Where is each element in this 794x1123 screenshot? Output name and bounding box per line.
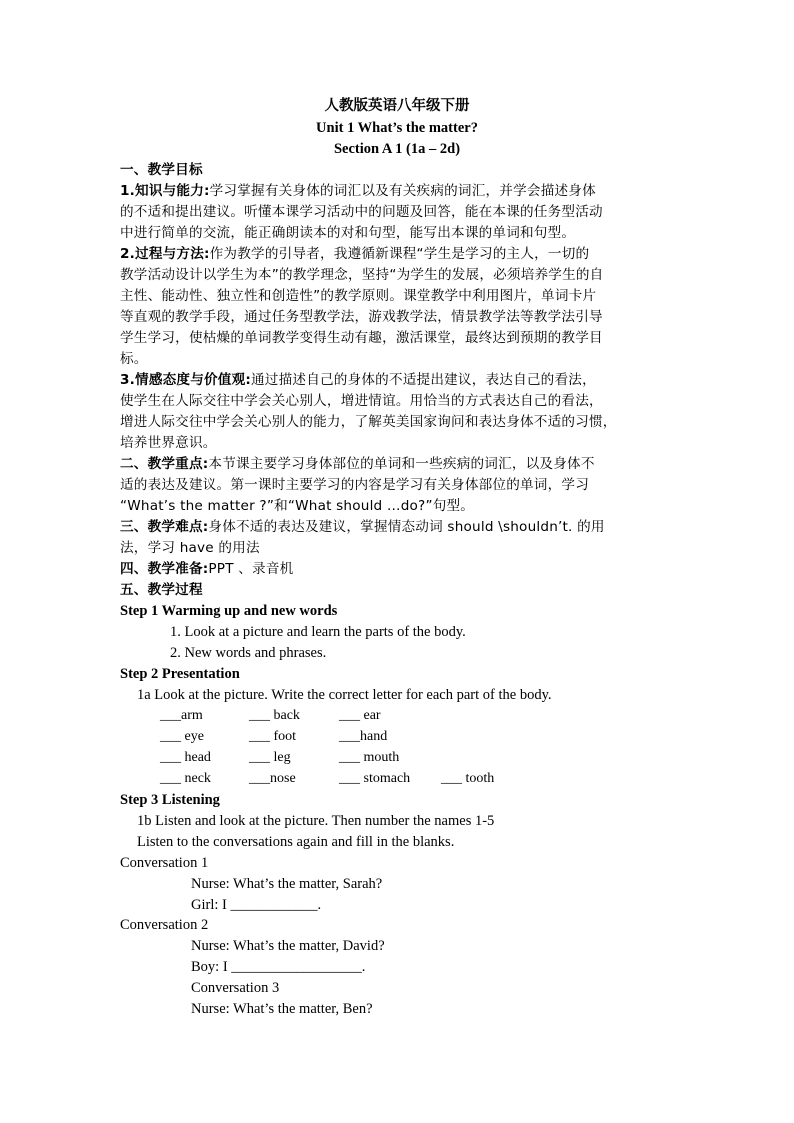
difficulties-line-2: 法，学习 have 的用法 bbox=[120, 540, 260, 556]
conversation-2-nurse: Nurse: What’s the matter, David? bbox=[191, 938, 385, 954]
vocab-head: ___ head bbox=[160, 750, 211, 765]
vocab-tooth: ___ tooth bbox=[441, 771, 495, 786]
conversation-2-reply: Boy: I __________________. bbox=[191, 959, 366, 975]
goals-p2-line-2: 教学活动设计以学生为本”的教学理念，坚持“为学生的发展，必须培养学生的自 bbox=[120, 267, 604, 283]
goals-p3-line-4: 培养世界意识。 bbox=[120, 435, 217, 451]
goals-p2-line-6: 标。 bbox=[120, 351, 148, 367]
conversation-2-label: Conversation 2 bbox=[120, 917, 209, 933]
prep-label: 四、教学准备: bbox=[120, 561, 209, 577]
conversation-3-label: Conversation 3 bbox=[191, 980, 280, 996]
vocab-back: ___ back bbox=[249, 708, 300, 723]
vocab-neck: ___ neck bbox=[160, 771, 211, 786]
step1-item-2: 2. New words and phrases. bbox=[170, 645, 327, 661]
goals-p2-line-3: 主性、能动性、独立性和创造性”的教学原则。课堂教学中利用图片，单词卡片 bbox=[120, 288, 597, 304]
vocab-nose: ___nose bbox=[249, 771, 296, 786]
step3-title: Step 3 Listening bbox=[120, 792, 220, 808]
conversation-3-nurse: Nurse: What’s the matter, Ben? bbox=[191, 1001, 373, 1017]
goals-p2-label: 2.过程与方法: bbox=[120, 246, 210, 262]
key-points-line-2: 适的表达及建议。第一课时主要学习的内容是学习有关身体部位的单词，学习 bbox=[120, 477, 589, 493]
difficulties-line-1: 三、教学难点:身体不适的表达及建议，掌握情态动词 should \shouldn’t. 的用 bbox=[120, 519, 605, 535]
goals-p1-line-1: 1.知识与能力:学习掌握有关身体的词汇以及有关疾病的词汇，并学会描述身体 bbox=[120, 183, 596, 199]
goals-p2-line-1: 2.过程与方法:作为教学的引导者，我遵循新课程“学生是学习的主人，一切的 bbox=[120, 246, 590, 262]
doc-title: 人教版英语八年级下册 bbox=[324, 98, 470, 114]
goals-p3-label: 3.情感态度与价值观: bbox=[120, 372, 252, 388]
conversation-1-nurse: Nurse: What’s the matter, Sarah? bbox=[191, 876, 383, 892]
goals-p1-label: 1.知识与能力: bbox=[120, 183, 210, 199]
vocab-arm: ___arm bbox=[160, 708, 203, 723]
key-points-line-3: “What’s the matter ?”和“What should …do?”句型。 bbox=[120, 498, 475, 514]
vocab-hand: ___hand bbox=[339, 729, 388, 744]
goals-heading: 一、教学目标 bbox=[120, 162, 203, 178]
vocab-foot: ___ foot bbox=[249, 729, 297, 744]
step1-item-1: 1. Look at a picture and learn the parts of the body. bbox=[170, 624, 466, 640]
goals-p1-line-2: 的不适和提出建议。听懂本课学习活动中的问题及回答，能在本课的任务型活动 bbox=[120, 204, 603, 220]
process-heading: 五、教学过程 bbox=[120, 582, 203, 598]
goals-p2-line-4: 等直观的教学手段，通过任务型教学法，游戏教学法，情景教学法等教学法引导 bbox=[120, 309, 603, 325]
conversation-1-reply: Girl: I ____________. bbox=[191, 897, 322, 913]
step2-title: Step 2 Presentation bbox=[120, 666, 240, 682]
step1-title: Step 1 Warming up and new words bbox=[120, 603, 338, 619]
section-title: Section A 1 (1a – 2d) bbox=[333, 141, 461, 157]
vocab-mouth: ___ mouth bbox=[339, 750, 400, 765]
unit-title: Unit 1 What’s the matter? bbox=[316, 120, 478, 136]
prep-line: 四、教学准备:PPT 、录音机 bbox=[120, 561, 294, 577]
step3-line-1: 1b Listen and look at the picture. Then number the names 1-5 bbox=[137, 813, 495, 829]
vocab-leg: ___ leg bbox=[249, 750, 291, 765]
difficulties-label: 三、教学难点: bbox=[120, 519, 209, 535]
step3-line-2: Listen to the conversations again and fill in the blanks. bbox=[137, 834, 455, 850]
vocab-stomach: ___ stomach bbox=[339, 771, 411, 786]
step2-instruction: 1a Look at the picture. Write the correct letter for each part of the body. bbox=[137, 687, 552, 703]
key-points-label: 二、教学重点: bbox=[120, 456, 209, 472]
goals-p1-line-3: 中进行简单的交流，能正确朗读本的对和句型，能写出本课的单词和句型。 bbox=[120, 225, 576, 241]
goals-p3-line-2: 使学生在人际交往中学会关心别人，增进情谊。用恰当的方式表达自己的看法， bbox=[120, 393, 603, 409]
conversation-1-label: Conversation 1 bbox=[120, 855, 209, 871]
goals-p2-line-5: 学生学习，使枯燥的单词教学变得生动有趣，激活课堂，最终达到预期的教学目 bbox=[120, 330, 603, 346]
key-points-line-1: 二、教学重点:本节课主要学习身体部位的单词和一些疾病的词汇，以及身体不 bbox=[120, 456, 595, 472]
goals-p3-line-3: 增进人际交往中学会关心别人的能力，了解英美国家询问和表达身体不适的习惯， bbox=[120, 414, 617, 430]
goals-p3-line-1: 3.情感态度与价值观:通过描述自己的身体的不适提出建议，表达自己的看法， bbox=[120, 372, 596, 388]
vocab-eye: ___ eye bbox=[160, 729, 204, 744]
vocab-ear: ___ ear bbox=[339, 708, 381, 723]
